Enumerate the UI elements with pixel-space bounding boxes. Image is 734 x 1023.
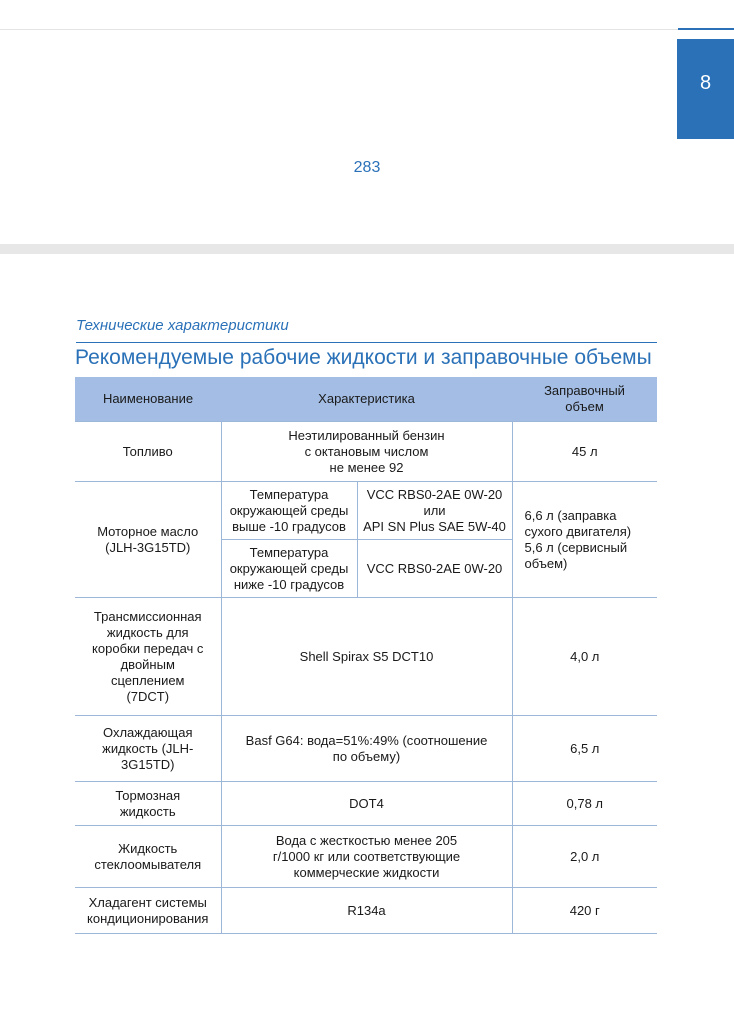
- row-name: Топливо: [75, 422, 221, 482]
- row-spec: Неэтилированный бензин с октановым числом не менее 92: [221, 422, 512, 482]
- row-volume: 4,0 л: [512, 598, 657, 716]
- row-name: Жидкость стеклоомывателя: [75, 826, 221, 888]
- table-row-refrigerant: [75, 888, 657, 934]
- fluids-table: [75, 377, 657, 934]
- page-separator: [0, 244, 734, 254]
- table-row-washer: [75, 826, 657, 888]
- row-spec: Shell Spirax S5 DCT10: [221, 598, 512, 716]
- row-spec: R134a: [221, 888, 512, 934]
- oil-spec-low: VCC RBS0-2AE 0W-20: [357, 540, 512, 598]
- header-spec: Характеристика: [221, 377, 512, 422]
- section-title: Рекомендуемые рабочие жидкости и заправочные объемы: [75, 346, 652, 369]
- header-volume: Заправочный объем: [512, 377, 657, 422]
- page-number: 283: [353, 159, 381, 176]
- section-rule: [76, 342, 657, 343]
- table-row-coolant: [75, 716, 657, 782]
- section-subtitle: Технические характеристики: [76, 317, 289, 334]
- oil-condition-high: Температура окружающей среды выше -10 градусов: [221, 482, 357, 540]
- header-name: Наименование: [75, 377, 221, 422]
- row-spec: DOT4: [221, 782, 512, 826]
- chapter-tab: 8: [677, 39, 734, 139]
- row-name: Хладагент системы кондиционирования: [75, 888, 221, 934]
- row-volume: 0,78 л: [512, 782, 657, 826]
- header-rule: [0, 29, 734, 30]
- table-row-transmission: [75, 598, 657, 716]
- row-volume: 420 г: [512, 888, 657, 934]
- oil-condition-low: Температура окружающей среды ниже -10 градусов: [221, 540, 357, 598]
- row-name: Тормозная жидкость: [75, 782, 221, 826]
- row-volume: 6,5 л: [512, 716, 657, 782]
- table-row-engine-oil-high: [75, 482, 657, 540]
- row-name: Моторное масло (JLH-3G15TD): [75, 482, 221, 598]
- row-name: Охлаждающая жидкость (JLH- 3G15TD): [75, 716, 221, 782]
- oil-spec-high: VCC RBS0-2AE 0W-20 или API SN Plus SAE 5W-40: [357, 482, 512, 540]
- row-spec: Вода с жесткостью менее 205 г/1000 кг или соответствующие коммерческие жидкости: [221, 826, 512, 888]
- table-row-brake: [75, 782, 657, 826]
- row-volume: 2,0 л: [512, 826, 657, 888]
- table-header-row: [75, 377, 657, 422]
- chapter-tab-accent: [678, 28, 734, 30]
- row-name: Трансмиссионная жидкость для коробки передач с двойным сцеплением (7DCT): [75, 598, 221, 716]
- row-volume: 45 л: [512, 422, 657, 482]
- row-spec: Basf G64: вода=51%:49% (соотношение по объему): [221, 716, 512, 782]
- table-row-fuel: [75, 422, 657, 482]
- row-volume: 6,6 л (заправка сухого двигателя) 5,6 л (сервисный объем): [512, 482, 657, 598]
